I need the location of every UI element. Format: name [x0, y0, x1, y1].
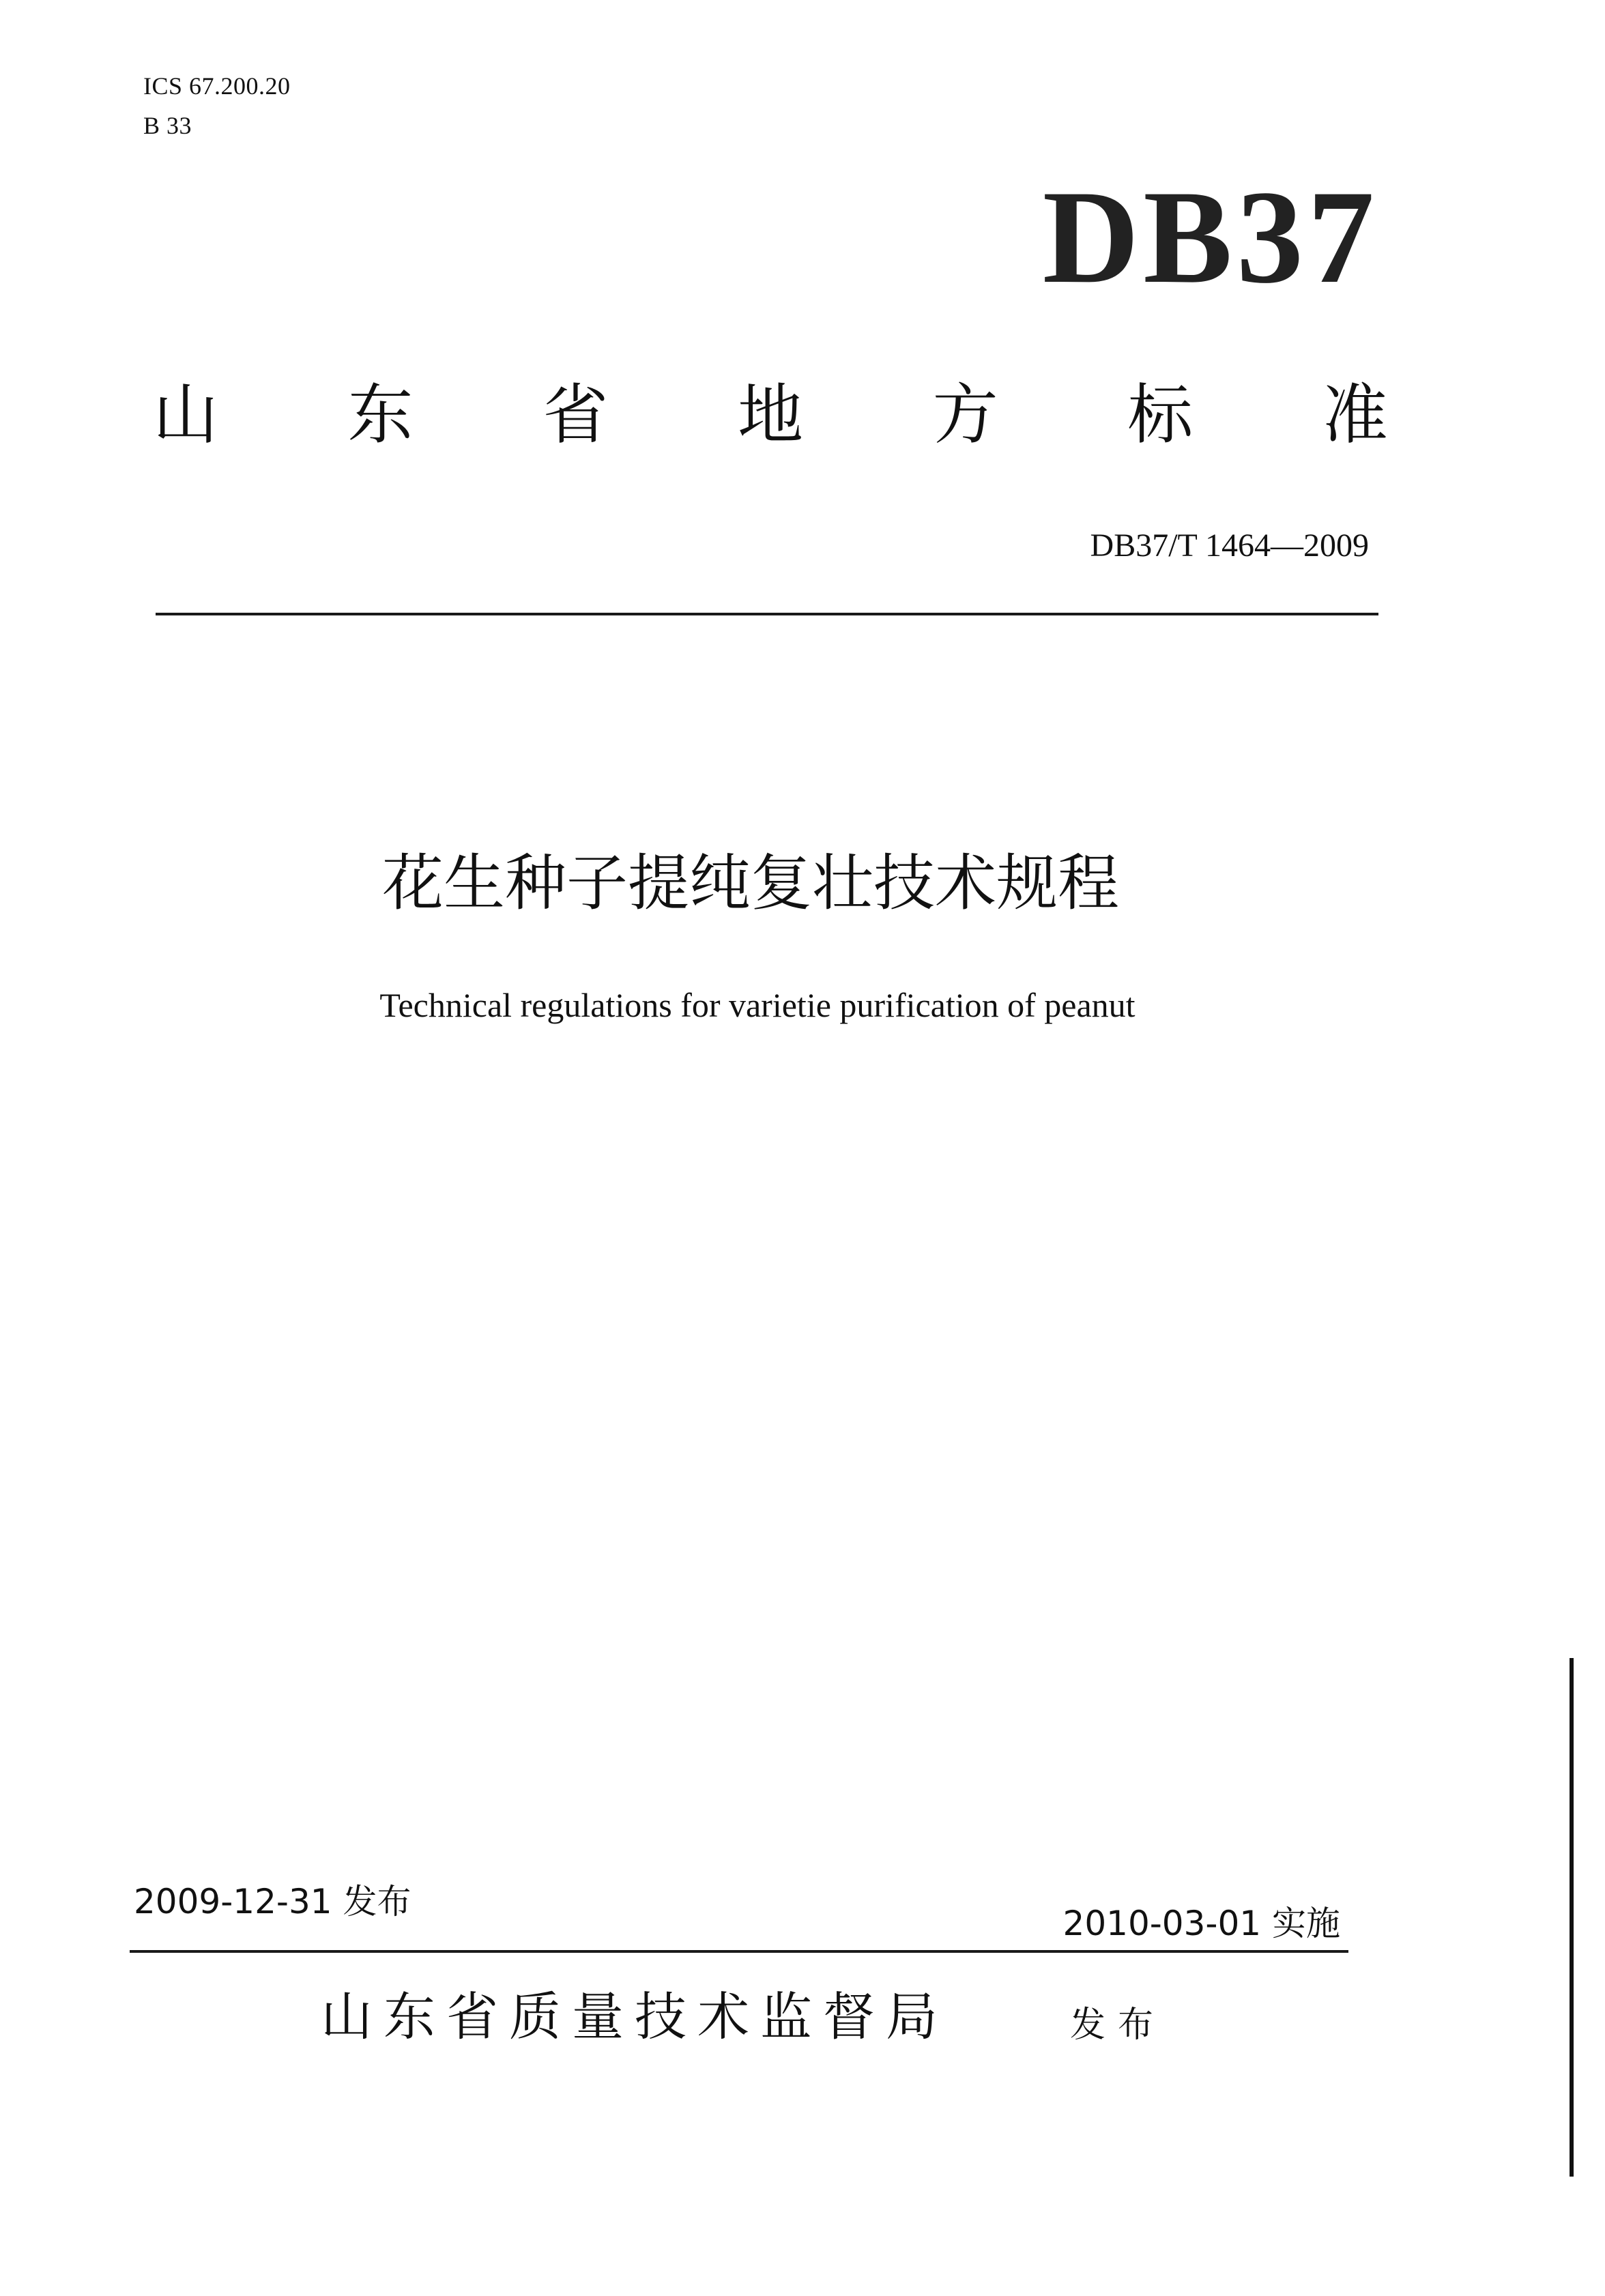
standard-type-char: 标 [1127, 377, 1194, 453]
standard-type-char: 方 [932, 377, 998, 453]
implementation-date: 2010-03-01 实施 [1062, 1904, 1340, 1943]
issue-date: 2009-12-31 发布 [134, 1882, 411, 1921]
issuing-authority: 山东省质量技术监督局 [321, 1986, 949, 2047]
standard-number: DB37/T 1464—2009 [1090, 527, 1369, 564]
header-divider [156, 613, 1378, 615]
scan-edge-artifact [1570, 1658, 1574, 2177]
ccs-code: B 33 [143, 112, 192, 139]
standard-type-heading [153, 377, 1388, 453]
document-title-chinese: 花生种子提纯复壮技术规程 [382, 847, 1119, 919]
standard-type-char: 准 [1322, 377, 1388, 453]
footer-divider [130, 1950, 1348, 1953]
ics-code: ICS 67.200.20 [143, 72, 291, 100]
standard-type-char: 地 [737, 377, 803, 453]
document-title-english: Technical regulations for varietie purification of peanut [379, 986, 1136, 1024]
standard-type-char: 省 [543, 377, 609, 453]
standard-mark: DB37 [1042, 163, 1378, 311]
standard-type-char: 东 [347, 377, 414, 453]
issuing-authority-suffix: 发布 [1070, 2005, 1166, 2046]
standard-type-char: 山 [153, 377, 218, 453]
